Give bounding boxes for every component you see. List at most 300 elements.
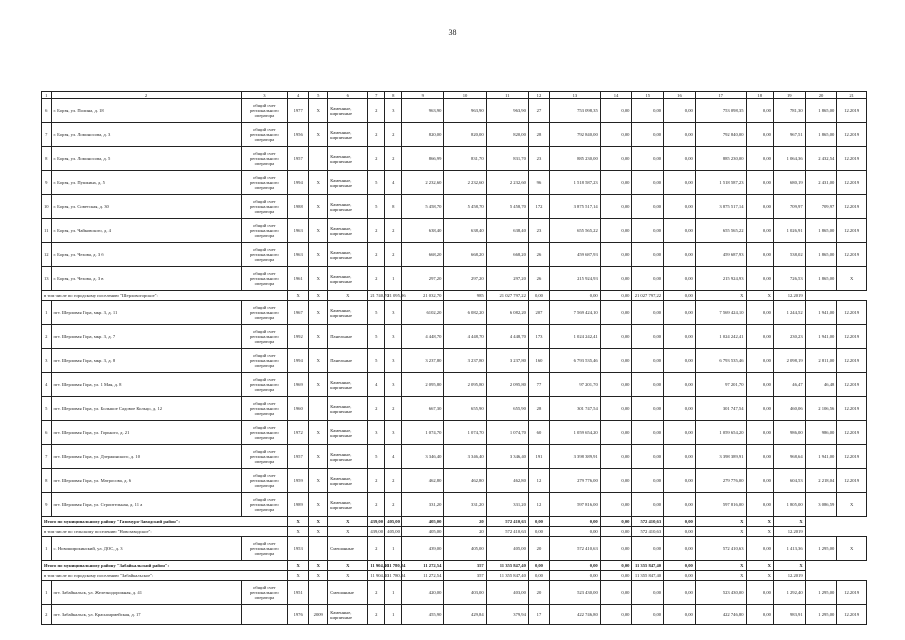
- table-cell: 1: [42, 537, 52, 561]
- table-cell: г. Борзя, ул. Чайковского, д. 4: [51, 219, 241, 243]
- table-cell: 439,00: [368, 527, 385, 537]
- table-cell: 0,00: [632, 325, 664, 349]
- table-cell: 5: [368, 349, 385, 373]
- table-cell: 0,00: [600, 571, 632, 581]
- table-cell: 1969: [288, 373, 309, 397]
- table-cell: общий счет регионального оператора: [241, 325, 287, 349]
- table-cell: общий счет регионального оператора: [241, 123, 287, 147]
- table-cell: 8: [385, 92, 402, 99]
- table-cell: 11: [42, 219, 52, 243]
- table-cell: Х: [746, 571, 773, 581]
- table-cell: Х: [309, 219, 328, 243]
- table-cell: пгт. Шерловая Гора, ул. Дзержинского, д. 10: [51, 445, 241, 469]
- table-cell: 27: [528, 99, 549, 123]
- table-cell: 1953: [288, 537, 309, 561]
- table-cell: 1961: [288, 267, 309, 291]
- table-cell: 4 448,70: [444, 325, 486, 349]
- table-cell: 459 687,93: [695, 243, 746, 267]
- table-cell: общий счет регионального оператора: [241, 373, 287, 397]
- table-cell: 2: [385, 123, 402, 147]
- table-cell: 820,00: [444, 123, 486, 147]
- table-cell: 0,00: [600, 171, 632, 195]
- table-cell: [309, 397, 328, 421]
- table-row: [42, 243, 867, 267]
- table-cell: 2 218,04: [805, 469, 837, 493]
- table-cell: Х: [328, 561, 368, 571]
- table-cell: Х: [773, 561, 805, 571]
- register-table: [41, 91, 867, 625]
- table-cell: 439,00: [402, 537, 444, 561]
- table-row: [42, 147, 867, 171]
- table-cell: 215 924,93: [550, 267, 601, 291]
- table-cell: Каменные, кирпичные: [328, 243, 368, 267]
- table-row: [42, 397, 867, 421]
- table-cell: 2 431,00: [805, 171, 837, 195]
- table-cell: 21: [837, 92, 867, 99]
- table-cell: 8: [385, 195, 402, 219]
- table-row: [42, 373, 867, 397]
- table-cell: 0,00: [632, 581, 664, 605]
- table-cell: 963,90: [402, 99, 444, 123]
- table-cell: 655 565,22: [695, 219, 746, 243]
- table-cell: 191: [528, 445, 549, 469]
- table-cell: 2 098,19: [773, 349, 805, 373]
- table-cell: 0,00: [664, 581, 696, 605]
- table-cell: 3 237,80: [444, 349, 486, 373]
- table-cell: 20: [444, 527, 486, 537]
- table-cell: 5 458,70: [486, 195, 528, 219]
- table-cell: пгт. Шерловая Гора, ул. 1 Мая, д. 8: [51, 373, 241, 397]
- table-cell: 709,97: [773, 195, 805, 219]
- table-cell: 405,00: [486, 537, 528, 561]
- table-cell: 3: [385, 301, 402, 325]
- table-row: [42, 421, 867, 445]
- table-cell: 0,00: [600, 561, 632, 571]
- table-cell: 0,00: [664, 605, 696, 625]
- table-cell: 866,99: [402, 147, 444, 171]
- table-cell: 28: [528, 397, 549, 421]
- table-cell: 12.2019: [837, 421, 867, 445]
- table-cell: 1 295,00: [805, 581, 837, 605]
- table-cell: 5 458,70: [402, 195, 444, 219]
- table-cell: 0,00: [600, 243, 632, 267]
- table-cell: 4: [385, 171, 402, 195]
- table-cell: 597 816,00: [695, 493, 746, 517]
- table-cell: 3 346,40: [444, 445, 486, 469]
- table-cell: 26: [528, 267, 549, 291]
- table-cell: 0,00: [664, 171, 696, 195]
- table-cell: 0,00: [632, 445, 664, 469]
- table-cell: 0,00: [632, 349, 664, 373]
- table-cell: 207: [528, 301, 549, 325]
- table-cell: с. Новоширокинский, ул. ДОС, д. 3: [51, 537, 241, 561]
- table-cell: 2: [368, 123, 385, 147]
- table-cell: 1994: [288, 171, 309, 195]
- table-cell: 1 059 654,20: [550, 421, 601, 445]
- table-cell: Х: [309, 561, 328, 571]
- table-cell: 0,00: [664, 469, 696, 493]
- table-cell: 655,90: [444, 397, 486, 421]
- table-cell: Х: [746, 561, 773, 571]
- table-cell: 23: [528, 219, 549, 243]
- table-cell: 6: [328, 92, 368, 99]
- table-cell: 0,00: [664, 267, 696, 291]
- table-cell: 1960: [288, 397, 309, 421]
- table-cell: 0,00: [632, 537, 664, 561]
- table-cell: 2: [368, 537, 385, 561]
- table-cell: 0,00: [632, 171, 664, 195]
- table-cell: 1 865,00: [805, 267, 837, 291]
- table-cell: общий счет регионального оператора: [241, 349, 287, 373]
- table-cell: 12.2019: [837, 373, 867, 397]
- table-row: [42, 171, 867, 195]
- table-cell: 11 355 847,40: [486, 571, 528, 581]
- table-cell: 46,47: [773, 373, 805, 397]
- table-cell: 301 747,54: [550, 397, 601, 421]
- table-cell: пгт. Шерловая Гора, ул. Большое Садовое Кольцо, д. 12: [51, 397, 241, 421]
- table-row: [42, 219, 867, 243]
- table-cell: 1 074,70: [444, 421, 486, 445]
- table-cell: общий счет регионального оператора: [241, 147, 287, 171]
- table-cell: 1976: [288, 605, 309, 625]
- table-cell: Каменные, кирпичные: [328, 195, 368, 219]
- table-cell: 792 840,00: [550, 123, 601, 147]
- table-cell: Каменные, кирпичные: [328, 301, 368, 325]
- table-cell: 1963: [288, 219, 309, 243]
- table-cell: Х: [773, 517, 805, 527]
- table-cell: 0,00: [746, 397, 773, 421]
- table-cell: [241, 605, 287, 625]
- table-cell: 3 086,59: [805, 493, 837, 517]
- table-cell: 3 875 517,14: [695, 195, 746, 219]
- table-cell: 11 904,40: [368, 561, 385, 571]
- table-cell: 11 272,54: [402, 571, 444, 581]
- table-cell: 7 569 424,10: [695, 301, 746, 325]
- table-cell: 1: [42, 581, 52, 605]
- table-cell: Х: [288, 561, 309, 571]
- table-cell: Смешанные: [328, 537, 368, 561]
- table-cell: 1957: [288, 147, 309, 171]
- table-cell: 0,00: [550, 561, 601, 571]
- table-cell: 0,00: [664, 517, 696, 527]
- table-cell: Х: [309, 373, 328, 397]
- table-cell: 5: [368, 325, 385, 349]
- table-cell: 405,00: [402, 517, 444, 527]
- table-cell: 0,00: [746, 243, 773, 267]
- table-cell: 429,84: [444, 605, 486, 625]
- table-cell: 0,00: [632, 373, 664, 397]
- table-cell: 2 432,54: [805, 147, 837, 171]
- table-cell: 1951: [288, 581, 309, 605]
- table-cell: 1: [385, 605, 402, 625]
- table-cell: 0,00: [550, 291, 601, 301]
- table-cell: 2: [368, 99, 385, 123]
- table-cell: 12: [528, 92, 549, 99]
- table-cell: 96: [528, 171, 549, 195]
- table-cell: Х: [837, 493, 867, 517]
- table-cell: 0,00: [746, 581, 773, 605]
- table-cell: 2: [385, 219, 402, 243]
- table-cell: пгт. Шерловая Гора, мкр. 3, д. 8: [51, 349, 241, 373]
- table-cell: 1 295,00: [805, 605, 837, 625]
- table-cell: 12.2019: [837, 123, 867, 147]
- table-cell: 422 746,80: [695, 605, 746, 625]
- table-cell: Каменные, кирпичные: [328, 147, 368, 171]
- table-cell: 5: [42, 397, 52, 421]
- table-cell: 0,00: [746, 123, 773, 147]
- table-cell: 21 027 797,22: [632, 291, 664, 301]
- table-cell: г. Борзя, ул. Полина, д. 18: [51, 99, 241, 123]
- table-cell: 0,00: [664, 373, 696, 397]
- table-cell: [309, 537, 328, 561]
- table-cell: 6 082,20: [486, 301, 528, 325]
- table-cell: 0,00: [600, 123, 632, 147]
- table-cell: общий счет регионального оператора: [241, 243, 287, 267]
- table-cell: 0,00: [600, 219, 632, 243]
- table-row: [42, 99, 867, 123]
- table-cell: 638,40: [444, 219, 486, 243]
- table-cell: 8: [42, 147, 52, 171]
- table-cell: 21 032,70: [402, 291, 444, 301]
- table-cell: 709,97: [805, 195, 837, 219]
- table-cell: 5: [368, 301, 385, 325]
- table-cell: 726,53: [773, 267, 805, 291]
- total-row: [42, 561, 867, 571]
- table-cell: 1: [385, 537, 402, 561]
- table-cell: 422 746,80: [550, 605, 601, 625]
- table-cell: 1 244,52: [773, 301, 805, 325]
- table-cell: 0,00: [632, 605, 664, 625]
- table-cell: 3 875 517,14: [550, 195, 601, 219]
- table-cell: 3: [385, 325, 402, 349]
- table-cell: 2: [368, 397, 385, 421]
- table-cell: 21 740,70: [368, 291, 385, 301]
- table-cell: Х: [309, 571, 328, 581]
- table-cell: Каменные, кирпичные: [328, 219, 368, 243]
- table-cell: 12.2019: [837, 349, 867, 373]
- table-cell: 462,80: [486, 469, 528, 493]
- table-cell: 12.2019: [837, 171, 867, 195]
- table-cell: Х: [328, 517, 368, 527]
- table-cell: 11 272,54: [402, 561, 444, 571]
- table-cell: 0,00: [632, 123, 664, 147]
- table-cell: 668,20: [486, 243, 528, 267]
- table-cell: 655 565,22: [550, 219, 601, 243]
- table-cell: Х: [288, 527, 309, 537]
- table-cell: 1 865,00: [805, 99, 837, 123]
- table-cell: 12.2019: [837, 195, 867, 219]
- table-cell: 160: [528, 349, 549, 373]
- table-cell: 8: [42, 469, 52, 493]
- table-cell: 0,00: [746, 195, 773, 219]
- table-cell: 4: [368, 373, 385, 397]
- table-cell: Х: [746, 291, 773, 301]
- table-cell: 597 816,00: [550, 493, 601, 517]
- table-cell: 3: [385, 349, 402, 373]
- table-cell: 60: [528, 421, 549, 445]
- table-cell: общий счет регионального оператора: [241, 445, 287, 469]
- table-cell: 6 082,20: [444, 301, 486, 325]
- table-cell: 1 941,00: [805, 301, 837, 325]
- table-cell: 1 865,00: [805, 219, 837, 243]
- table-cell: 1 865,00: [805, 123, 837, 147]
- table-cell: общий счет регионального оператора: [241, 171, 287, 195]
- table-cell: 1 074,70: [402, 421, 444, 445]
- table-cell: Х: [328, 527, 368, 537]
- table-cell: 2: [385, 147, 402, 171]
- table-cell: 0,00: [632, 301, 664, 325]
- table-cell: Х: [837, 537, 867, 561]
- table-row: [42, 349, 867, 373]
- table-cell: 5 458,70: [444, 195, 486, 219]
- table-cell: 12.2019: [773, 527, 805, 537]
- table-cell: 985: [444, 291, 486, 301]
- table-cell: 2: [385, 469, 402, 493]
- table-cell: 1 024 242,41: [550, 325, 601, 349]
- table-cell: Х: [309, 527, 328, 537]
- table-cell: 19: [773, 92, 805, 99]
- table-cell: 5: [368, 445, 385, 469]
- table-cell: 0,00: [632, 267, 664, 291]
- table-cell: 0,00: [664, 99, 696, 123]
- table-cell: 10: [444, 92, 486, 99]
- row-label: в том числе по сельскому поселению "Новозаводское":: [42, 527, 288, 537]
- table-cell: 0,00: [550, 571, 601, 581]
- table-cell: 2: [368, 243, 385, 267]
- table-row: [42, 123, 867, 147]
- table-cell: 572 410,63: [486, 517, 528, 527]
- table-row: [42, 605, 867, 625]
- table-cell: 2: [368, 581, 385, 605]
- table-cell: 28: [528, 123, 549, 147]
- table-cell: 2: [368, 469, 385, 493]
- table-cell: 2 106,56: [805, 397, 837, 421]
- table-cell: 572 410,63: [695, 537, 746, 561]
- table-cell: 3 346,40: [486, 445, 528, 469]
- table-cell: 12.2019: [837, 147, 867, 171]
- table-cell: 0,00: [632, 219, 664, 243]
- table-cell: 12.2019: [773, 291, 805, 301]
- table-row: [42, 267, 867, 291]
- table-cell: Х: [309, 349, 328, 373]
- table-cell: 0,00: [746, 373, 773, 397]
- table-cell: 279 776,00: [695, 469, 746, 493]
- table-cell: 331,20: [486, 493, 528, 517]
- table-cell: общий счет регионального оператора: [241, 537, 287, 561]
- table-cell: Каменные, кирпичные: [328, 267, 368, 291]
- table-cell: Х: [328, 291, 368, 301]
- table-cell: 0,00: [746, 493, 773, 517]
- table-cell: 12: [42, 243, 52, 267]
- table-cell: 357: [444, 571, 486, 581]
- table-cell: 462,80: [402, 469, 444, 493]
- table-cell: 1 024 242,41: [695, 325, 746, 349]
- table-cell: 460,06: [773, 397, 805, 421]
- table-cell: 1972: [288, 421, 309, 445]
- table-cell: 2: [42, 325, 52, 349]
- table-cell: 12.2019: [837, 605, 867, 625]
- table-cell: г. Борзя, ул. Чехова, д. 3 б: [51, 243, 241, 267]
- table-cell: г. Борзя, ул. Ломоносова, д. 5: [51, 147, 241, 171]
- subtotal-row: [42, 527, 867, 537]
- table-cell: 20: [805, 92, 837, 99]
- table-cell: 1: [385, 581, 402, 605]
- table-cell: Каменные, кирпичные: [328, 397, 368, 421]
- table-cell: 986,00: [805, 421, 837, 445]
- table-cell: 6 793 535,46: [695, 349, 746, 373]
- table-cell: 753 098,35: [550, 99, 601, 123]
- table-cell: 831,70: [444, 147, 486, 171]
- table-cell: 0,00: [632, 99, 664, 123]
- table-cell: 301 747,54: [695, 397, 746, 421]
- table-cell: 0,00: [600, 195, 632, 219]
- table-cell: 3: [385, 373, 402, 397]
- table-cell: 20: [444, 517, 486, 527]
- table-cell: 0,00: [632, 147, 664, 171]
- table-cell: 0,00: [664, 147, 696, 171]
- table-cell: 21 027 797,22: [486, 291, 528, 301]
- table-cell: 12.2019: [837, 301, 867, 325]
- table-cell: 983,91: [773, 605, 805, 625]
- table-cell: 523 430,00: [550, 581, 601, 605]
- table-cell: 0,00: [664, 325, 696, 349]
- table-cell: 0,00: [600, 605, 632, 625]
- table-cell: 0,00: [746, 605, 773, 625]
- table-cell: 1 941,00: [805, 325, 837, 349]
- table-cell: 215 924,93: [695, 267, 746, 291]
- table-cell: пгт. Забайкальск, ул. Железнодорожная, д. 41: [51, 581, 241, 605]
- table-cell: 14: [600, 92, 632, 99]
- table-row: [42, 493, 867, 517]
- table-cell: 4: [288, 92, 309, 99]
- table-cell: 0,00: [746, 325, 773, 349]
- table-cell: 1: [385, 267, 402, 291]
- table-cell: 0,00: [600, 325, 632, 349]
- table-cell: 885 230,00: [550, 147, 601, 171]
- table-cell: 0,00: [746, 171, 773, 195]
- table-cell: Х: [695, 517, 746, 527]
- table-cell: 781,30: [773, 99, 805, 123]
- table-cell: 0,00: [600, 301, 632, 325]
- table-cell: 6: [42, 99, 52, 123]
- table-cell: 0,00: [746, 445, 773, 469]
- table-cell: 1963: [288, 243, 309, 267]
- table-cell: 0,00: [600, 469, 632, 493]
- table-cell: 3 346,40: [402, 445, 444, 469]
- table-cell: 572 410,63: [632, 527, 664, 537]
- table-cell: 3: [42, 349, 52, 373]
- table-cell: 0,00: [664, 219, 696, 243]
- table-cell: 173: [528, 325, 549, 349]
- table-cell: 0,00: [664, 123, 696, 147]
- table-cell: 5: [368, 171, 385, 195]
- table-cell: 12.2019: [773, 571, 805, 581]
- table-cell: Каменные, кирпичные: [328, 123, 368, 147]
- table-cell: 0,00: [600, 267, 632, 291]
- table-cell: Х: [309, 267, 328, 291]
- table-cell: Каменные, кирпичные: [328, 493, 368, 517]
- table-cell: 820,00: [402, 123, 444, 147]
- table-cell: 12.2019: [837, 445, 867, 469]
- table-cell: Х: [309, 123, 328, 147]
- table-cell: Х: [746, 527, 773, 537]
- table-cell: 7: [42, 445, 52, 469]
- table-cell: 3: [385, 421, 402, 445]
- table-cell: 7: [368, 92, 385, 99]
- table-cell: 0,00: [528, 527, 549, 537]
- table-cell: 1977: [288, 99, 309, 123]
- table-cell: 0,00: [600, 537, 632, 561]
